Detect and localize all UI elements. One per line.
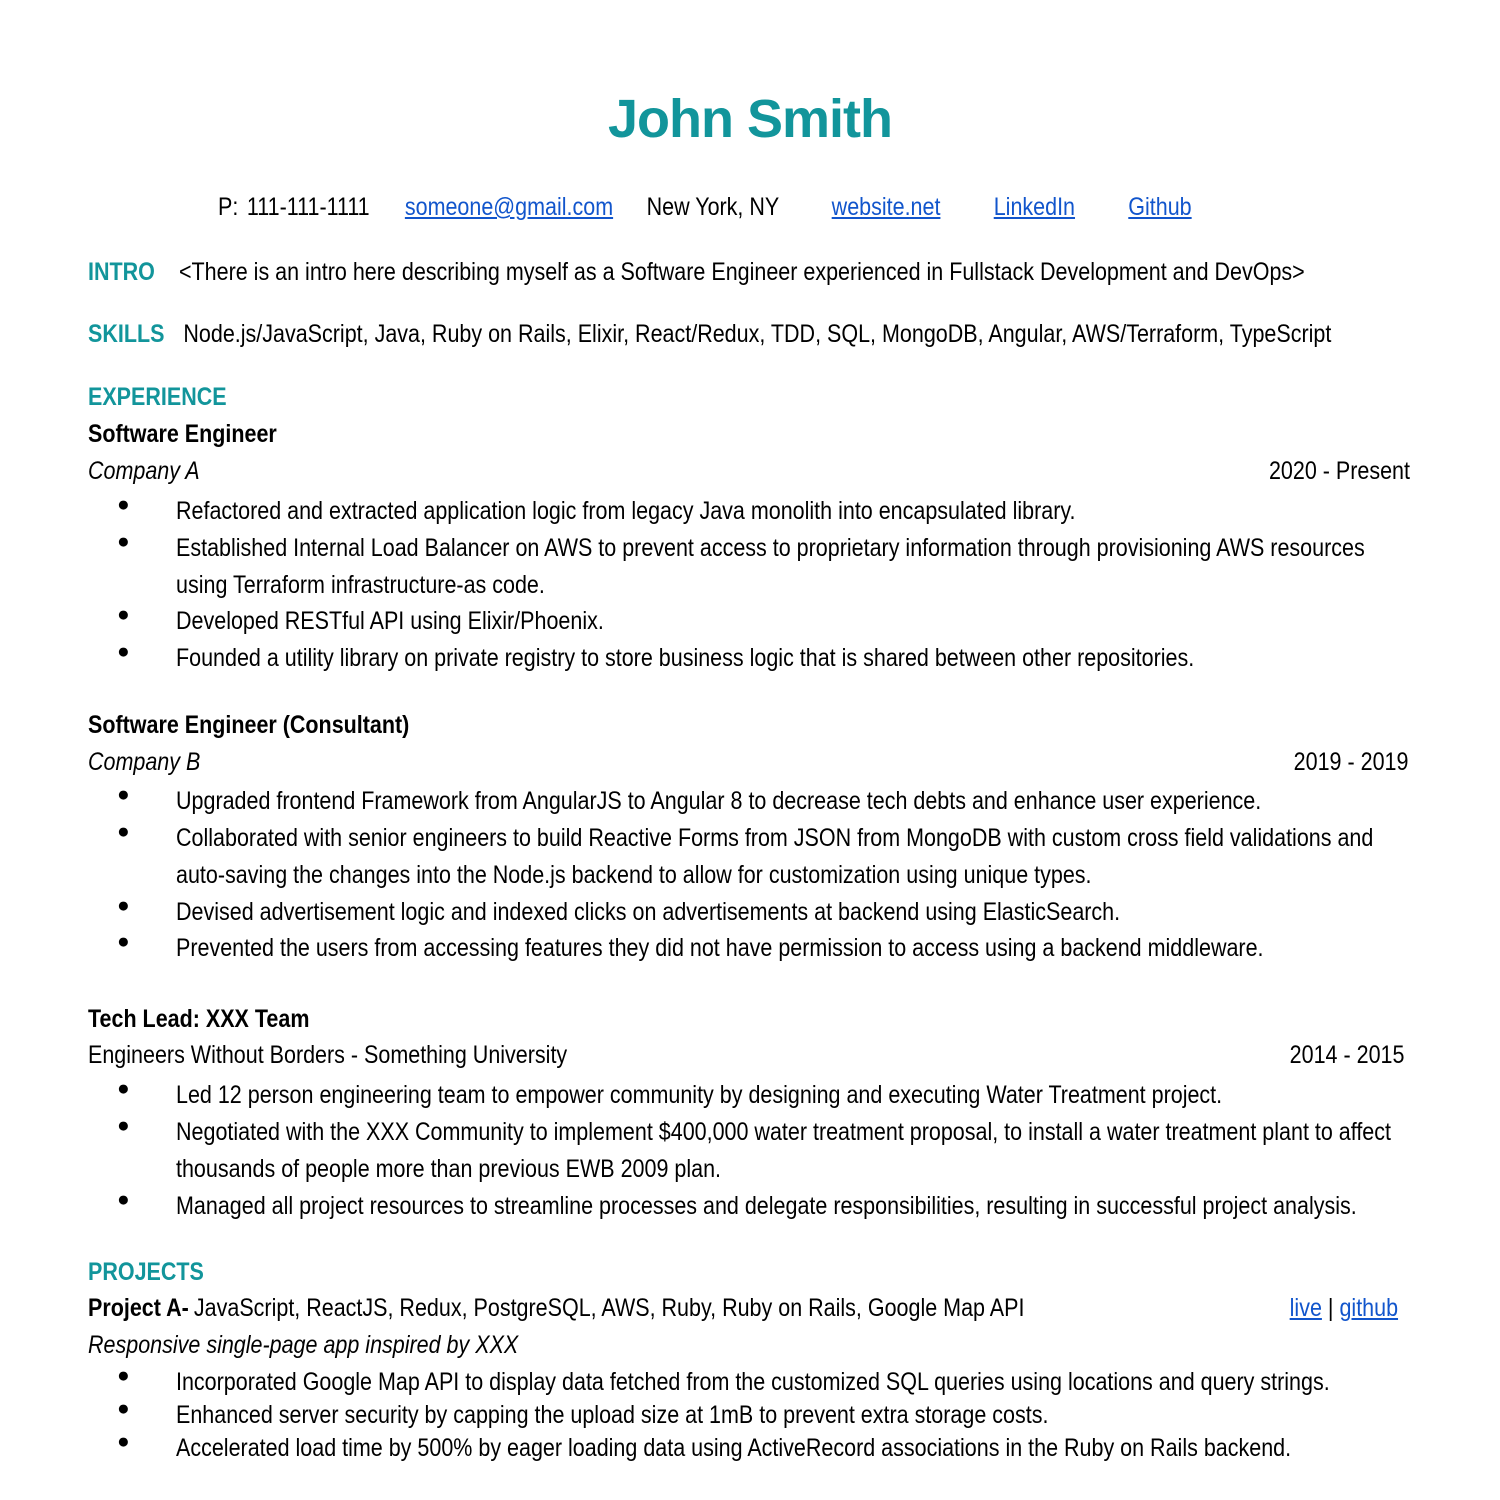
bullet-text: Prevented the users from accessing features they did not have permission to access using a backend middleware.	[176, 934, 1264, 962]
email-link[interactable]: someone@gmail.com	[404, 193, 614, 221]
phone-label: P:	[218, 193, 239, 221]
bullet-text: Collaborated with senior engineers to build Reactive Forms from JSON from MongoDB with custom cross field validations and auto-saving the changes into the Node.js backend to allow for customization using unique types.	[176, 824, 1374, 889]
bullet-text: Managed all project resources to streamline processes and delegate responsibilities, resulting in successful project analysis.	[176, 1192, 1357, 1220]
intro-row	[88, 258, 1305, 287]
skills-row	[88, 320, 1331, 349]
bullet-text: Refactored and extracted application logic from legacy Java monolith into encapsulated library.	[176, 497, 1076, 525]
job-dates: 2019 - 2019	[1293, 748, 1408, 776]
job-dates: 2014 - 2015	[1289, 1041, 1404, 1069]
skills-label: SKILLS	[88, 320, 165, 348]
bullet-text: Founded a utility library on private registry to store business logic that is shared between other repositories.	[176, 644, 1195, 672]
job-title: Software Engineer (Consultant)	[88, 711, 410, 739]
bullet-dot-icon: ●	[117, 930, 130, 953]
location: New York, NY	[646, 193, 780, 221]
bullet-dot-icon: ●	[117, 1430, 130, 1453]
github-link[interactable]: Github	[1128, 193, 1192, 221]
job-title: Software Engineer	[88, 420, 277, 448]
bullet-text: Developed RESTful API using Elixir/Phoenix.	[176, 607, 604, 635]
phone	[218, 193, 370, 222]
bullet-text: Devised advertisement logic and indexed clicks on advertisements at backend using ElasticSearch.	[176, 898, 1121, 926]
project-github-link[interactable]: github	[1339, 1294, 1398, 1322]
projects-heading: PROJECTS	[88, 1258, 204, 1286]
company-name: Company A	[88, 457, 200, 485]
job-title: Tech Lead: XXX Team	[88, 1005, 310, 1033]
project-stack: JavaScript, ReactJS, Redux, PostgreSQL, AWS, Ruby, Ruby on Rails, Google Map API	[193, 1294, 1025, 1322]
project-name: Project A-	[88, 1294, 189, 1322]
intro-text: <There is an intro here describing myself as a Software Engineer experienced in Fullstack Development and DevOps>	[178, 258, 1305, 286]
project-live-link[interactable]: live	[1289, 1294, 1322, 1322]
bullet-dot-icon: ●	[117, 1364, 130, 1387]
bullet-dot-icon: ●	[117, 640, 130, 663]
bullet-dot-icon: ●	[117, 783, 130, 806]
bullet-dot-icon: ●	[117, 820, 130, 843]
bullet-text: Upgraded frontend Framework from AngularJS to Angular 8 to decrease tech debts and enhance user experience.	[176, 787, 1262, 815]
project-tagline: Responsive single-page app inspired by XXX	[88, 1331, 519, 1359]
linkedin-link[interactable]: LinkedIn	[993, 193, 1076, 221]
experience-heading: EXPERIENCE	[88, 383, 227, 411]
website-link[interactable]: website.net	[831, 193, 941, 221]
bullet-text: Enhanced server security by capping the upload size at 1mB to prevent extra storage costs.	[176, 1401, 1049, 1429]
company-name: Company B	[88, 748, 201, 776]
phone-number: 111-111-1111	[246, 193, 370, 221]
bullet-dot-icon: ●	[117, 603, 130, 626]
bullet-text: Incorporated Google Map API to display data fetched from the customized SQL queries using locations and query strings.	[176, 1368, 1330, 1396]
bullet-text: Accelerated load time by 500% by eager loading data using ActiveRecord associations in the Ruby on Rails backend.	[176, 1434, 1292, 1462]
bullet-text: Established Internal Load Balancer on AWS to prevent access to proprietary information through provisioning AWS resources using Terraform infrastructure-as code.	[176, 534, 1365, 599]
bullet-text: Negotiated with the XXX Community to implement $400,000 water treatment proposal, to install a water treatment plant to affect thousands of people more than previous EWB 2009 plan.	[176, 1118, 1391, 1183]
link-separator: |	[1327, 1294, 1334, 1322]
bullet-dot-icon: ●	[117, 530, 130, 553]
contact-line	[218, 193, 1229, 227]
skills-text: Node.js/JavaScript, Java, Ruby on Rails, Elixir, React/Redux, TDD, SQL, MongoDB, Angular, AWS/Terraform, TypeScript	[183, 320, 1332, 348]
intro-label: INTRO	[88, 258, 155, 286]
candidate-name: John Smith	[608, 89, 892, 149]
bullet-text: Led 12 person engineering team to empower community by designing and executing Water Treatment project.	[176, 1081, 1223, 1109]
bullet-dot-icon: ●	[117, 1188, 130, 1211]
bullet-dot-icon: ●	[117, 894, 130, 917]
bullet-dot-icon: ●	[117, 1077, 130, 1100]
company-name: Engineers Without Borders - Something University	[88, 1041, 568, 1069]
project-links	[1290, 1294, 1398, 1323]
job-dates: 2020 - Present	[1268, 457, 1410, 485]
project-row	[88, 1294, 1024, 1323]
bullet-dot-icon: ●	[117, 493, 130, 516]
bullet-dot-icon: ●	[117, 1397, 130, 1420]
bullet-dot-icon: ●	[117, 1114, 130, 1137]
